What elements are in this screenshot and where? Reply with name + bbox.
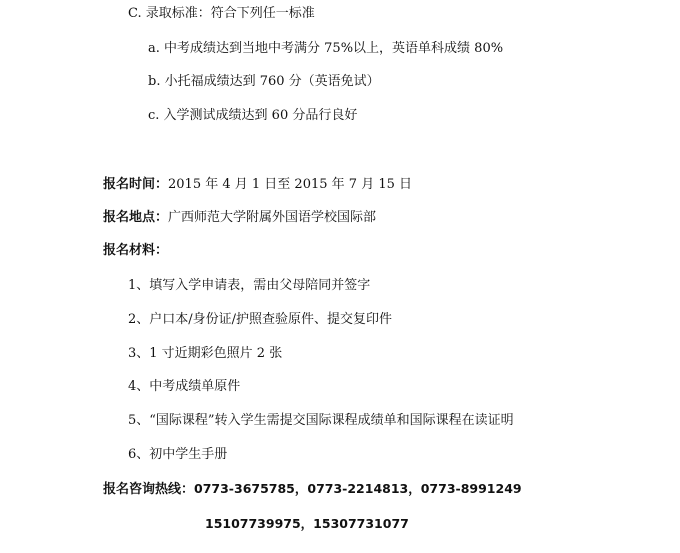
materials-item-2: 2、户口本/身份证/护照查验原件、提交复印件 <box>128 312 393 327</box>
materials-item-1: 1、填写入学申请表，需由父母陪同并签字 <box>128 278 371 293</box>
registration-place <box>103 209 376 227</box>
hotline-numbers-line1: 0773-3675785，0773-2214813，0773-8991249 <box>194 481 522 496</box>
materials-item-6: 6、初中学生手册 <box>128 447 228 462</box>
admission-criteria-heading: C. 录取标准：符合下列任一标准 <box>128 6 315 21</box>
hotline <box>103 480 522 499</box>
admission-criteria-item-c: c. 入学测试成绩达到 60 分品行良好 <box>148 108 358 123</box>
materials-item-5: 5、“国际课程”转入学生需提交国际课程成绩单和国际课程在读证明 <box>128 413 514 428</box>
materials-item-3: 3、1 寸近期彩色照片 2 张 <box>128 346 283 361</box>
hotline-label: 报名咨询热线： <box>103 482 195 497</box>
admission-criteria-item-b: b. 小托福成绩达到 760 分（英语免试） <box>148 74 380 89</box>
materials-label: 报名材料： <box>103 243 169 258</box>
registration-place-label: 报名地点： <box>103 210 169 225</box>
registration-time-value: 2015 年 4 月 1 日至 2015 年 7 月 15 日 <box>168 177 412 192</box>
registration-time <box>103 176 412 194</box>
hotline-numbers-line2: 15107739975，15307731077 <box>205 516 409 531</box>
registration-place-value: 广西师范大学附属外国语学校国际部 <box>168 210 377 225</box>
admission-criteria-item-a: a. 中考成绩达到当地中考满分 75%以上，英语单科成绩 80% <box>148 41 504 56</box>
materials-item-4: 4、中考成绩单原件 <box>128 379 241 394</box>
registration-time-label: 报名时间： <box>103 177 169 192</box>
